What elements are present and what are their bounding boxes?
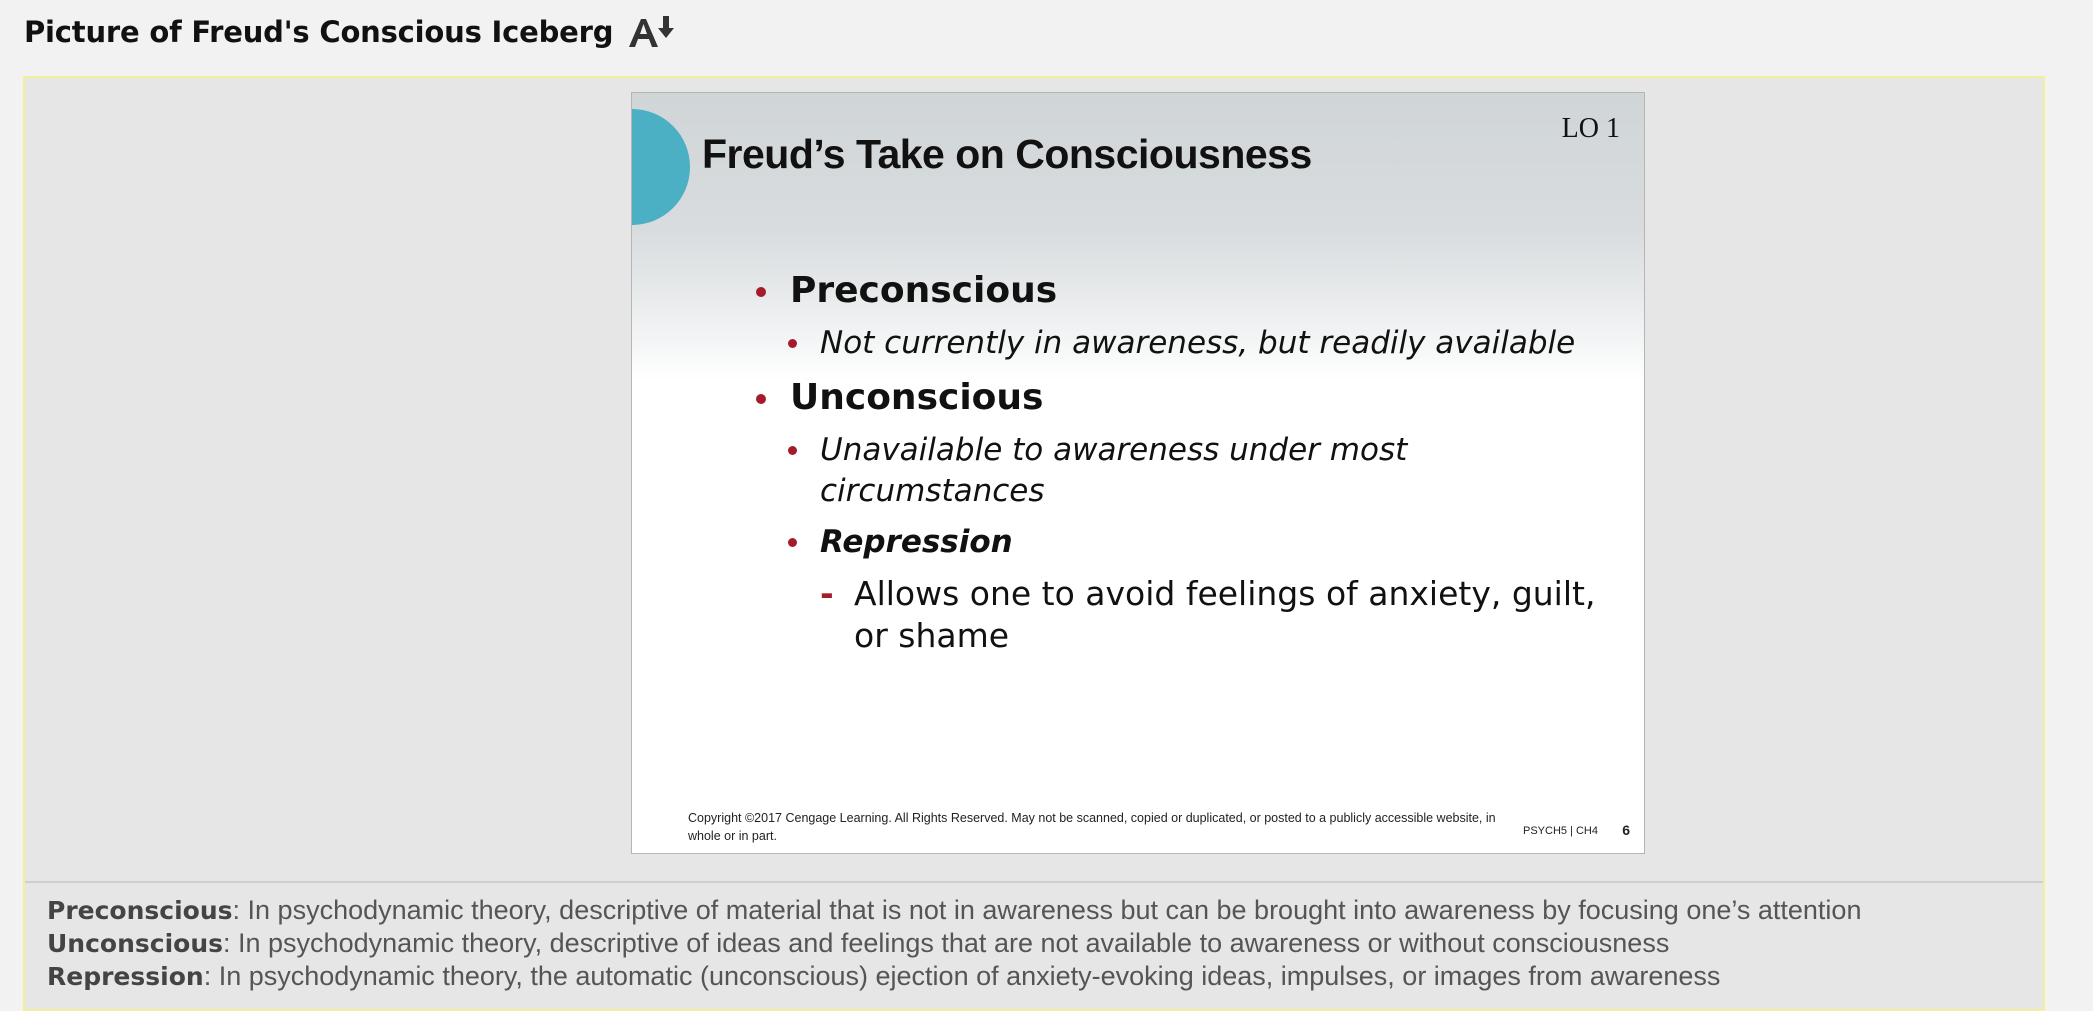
definition-repression bbox=[47, 960, 2027, 993]
slide-accent-circle bbox=[631, 109, 690, 225]
text-size-download-icon[interactable] bbox=[627, 14, 677, 50]
slide-image bbox=[631, 92, 1645, 854]
definitions-list bbox=[47, 894, 2027, 993]
slide-title: Freud’s Take on Consciousness bbox=[702, 131, 1312, 177]
definition-unconscious bbox=[47, 927, 2027, 960]
learning-objective-label: LO 1 bbox=[1561, 113, 1620, 144]
slide-course-tag: PSYCH5 | CH4 bbox=[1523, 825, 1598, 837]
definition-text: : In psychodynamic theory, descriptive of ideas and feelings that are not available to awareness or without consciousness bbox=[223, 928, 1670, 958]
definition-preconscious bbox=[47, 894, 2027, 927]
subbullet-preconscious-desc: Not currently in awareness, but readily available bbox=[788, 323, 1614, 364]
slide-bullets bbox=[754, 267, 1614, 657]
page-title: Picture of Freud's Conscious Iceberg bbox=[24, 15, 614, 49]
subbullet-unconscious-desc: Unavailable to awareness under most circumstances bbox=[788, 430, 1614, 512]
slide-copyright: Copyright ©2017 Cengage Learning. All Rights Reserved. May not be scanned, copied or duplicated, or posted to a publicly accessible website, in whole or in part. bbox=[688, 811, 1496, 843]
page-header bbox=[24, 10, 677, 54]
bullet-unconscious: Unconscious bbox=[754, 374, 1614, 422]
definition-term: Repression bbox=[47, 962, 204, 991]
bullet-preconscious: Preconscious bbox=[754, 267, 1614, 315]
subbullet-repression: Repression bbox=[788, 522, 1614, 563]
definition-term: Unconscious bbox=[47, 929, 224, 958]
repression-detail: - Allows one to avoid feelings of anxiety, guilt, or shame bbox=[820, 573, 1614, 657]
content-panel bbox=[23, 76, 2045, 1011]
text-size-download-icon-graphic bbox=[627, 14, 677, 50]
slide-number: 6 bbox=[1622, 822, 1630, 838]
definition-text: : In psychodynamic theory, descriptive of material that is not in awareness but can be brought into awareness by focusing one’s attention bbox=[232, 895, 1862, 925]
divider bbox=[25, 881, 2043, 883]
definition-text: : In psychodynamic theory, the automatic (unconscious) ejection of anxiety-evoking ideas, impulses, or images from awareness bbox=[203, 961, 1721, 991]
definition-term: Preconscious bbox=[47, 896, 233, 925]
